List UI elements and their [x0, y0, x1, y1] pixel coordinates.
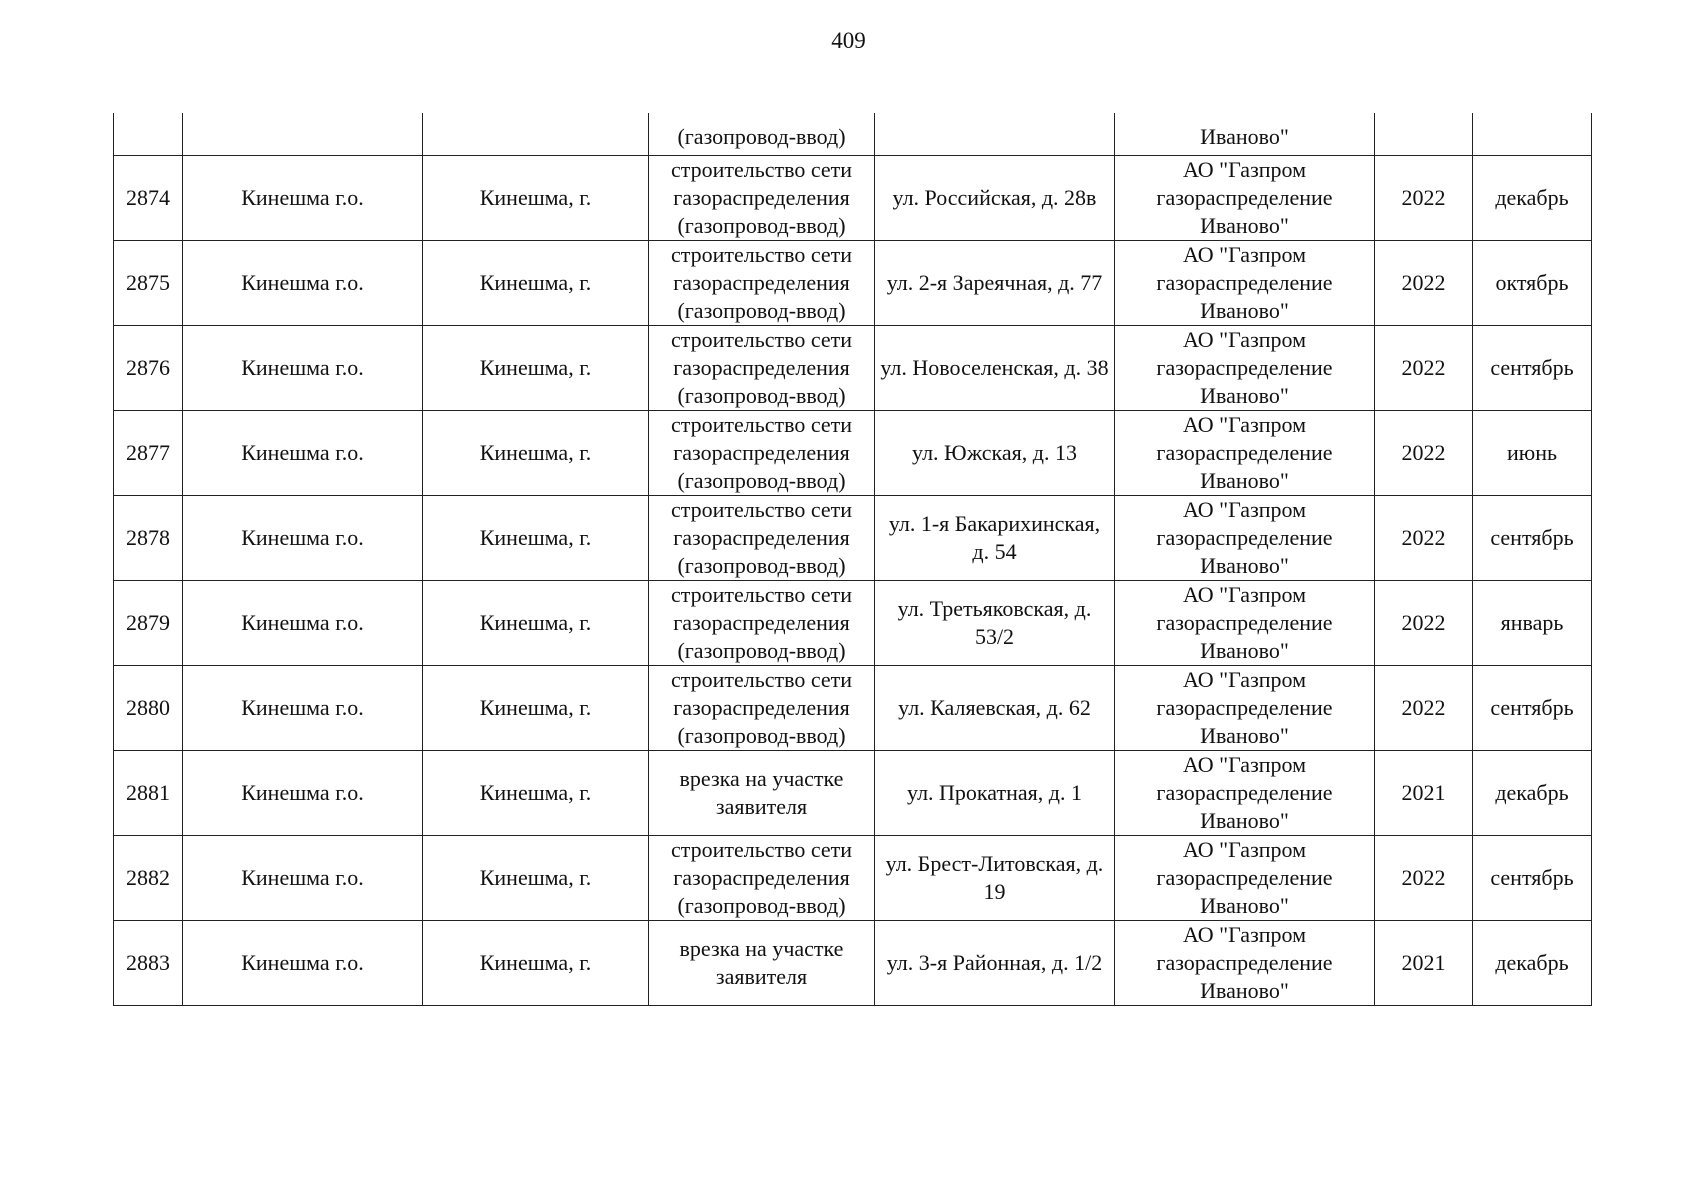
cell-district: [183, 113, 423, 156]
cell-num: 2876: [114, 326, 183, 411]
table-body: [114, 113, 1592, 1006]
cell-year: 2022: [1375, 836, 1473, 921]
cell-district: Кинешма г.о.: [183, 921, 423, 1006]
cell-month: декабрь: [1473, 156, 1592, 241]
cell-organization: АО "Газпром газораспределение Иваново": [1115, 666, 1375, 751]
table-row: [114, 836, 1592, 921]
cell-organization: АО "Газпром газораспределение Иваново": [1115, 921, 1375, 1006]
cell-month: [1473, 113, 1592, 156]
cell-year: 2022: [1375, 156, 1473, 241]
cell-organization: Иваново": [1115, 113, 1375, 156]
cell-settlement: Кинешма, г.: [423, 921, 649, 1006]
cell-district: Кинешма г.о.: [183, 581, 423, 666]
cell-work: (газопровод-ввод): [649, 113, 875, 156]
cell-work: врезка на участке заявителя: [649, 751, 875, 836]
cell-month: сентябрь: [1473, 496, 1592, 581]
cell-year: 2021: [1375, 751, 1473, 836]
cell-num: 2878: [114, 496, 183, 581]
cell-settlement: Кинешма, г.: [423, 836, 649, 921]
cell-settlement: [423, 113, 649, 156]
cell-work: строительство сети газораспределения (газопровод-ввод): [649, 496, 875, 581]
cell-work: строительство сети газораспределения (газопровод-ввод): [649, 241, 875, 326]
table-row: [114, 241, 1592, 326]
cell-work: строительство сети газораспределения (газопровод-ввод): [649, 836, 875, 921]
cell-num: 2874: [114, 156, 183, 241]
cell-organization: АО "Газпром газораспределение Иваново": [1115, 326, 1375, 411]
cell-settlement: Кинешма, г.: [423, 156, 649, 241]
cell-month: сентябрь: [1473, 326, 1592, 411]
cell-num: 2882: [114, 836, 183, 921]
cell-organization: АО "Газпром газораспределение Иваново": [1115, 581, 1375, 666]
cell-organization: АО "Газпром газораспределение Иваново": [1115, 156, 1375, 241]
cell-settlement: Кинешма, г.: [423, 751, 649, 836]
cell-work: строительство сети газораспределения (газопровод-ввод): [649, 411, 875, 496]
cell-month: сентябрь: [1473, 666, 1592, 751]
cell-month: июнь: [1473, 411, 1592, 496]
cell-settlement: Кинешма, г.: [423, 666, 649, 751]
cell-year: 2021: [1375, 921, 1473, 1006]
cell-district: Кинешма г.о.: [183, 156, 423, 241]
cell-month: декабрь: [1473, 751, 1592, 836]
cell-district: Кинешма г.о.: [183, 241, 423, 326]
table-row: [114, 326, 1592, 411]
cell-district: Кинешма г.о.: [183, 836, 423, 921]
cell-work: строительство сети газораспределения (газопровод-ввод): [649, 581, 875, 666]
table-row: [114, 921, 1592, 1006]
cell-settlement: Кинешма, г.: [423, 411, 649, 496]
page-number: 409: [831, 28, 866, 53]
table-row: [114, 496, 1592, 581]
cell-address: ул. Российская, д. 28в: [875, 156, 1115, 241]
cell-district: Кинешма г.о.: [183, 666, 423, 751]
cell-settlement: Кинешма, г.: [423, 581, 649, 666]
cell-address: ул. Третьяковская, д. 53/2: [875, 581, 1115, 666]
cell-year: 2022: [1375, 411, 1473, 496]
cell-work: строительство сети газораспределения (газопровод-ввод): [649, 326, 875, 411]
cell-year: 2022: [1375, 241, 1473, 326]
cell-address: ул. Прокатная, д. 1: [875, 751, 1115, 836]
cell-district: Кинешма г.о.: [183, 496, 423, 581]
cell-settlement: Кинешма, г.: [423, 496, 649, 581]
cell-year: 2022: [1375, 326, 1473, 411]
cell-work: врезка на участке заявителя: [649, 921, 875, 1006]
cell-num: 2875: [114, 241, 183, 326]
table-row: [114, 411, 1592, 496]
cell-address: ул. Южская, д. 13: [875, 411, 1115, 496]
cell-year: 2022: [1375, 666, 1473, 751]
cell-district: Кинешма г.о.: [183, 411, 423, 496]
cell-district: Кинешма г.о.: [183, 751, 423, 836]
table-row: [114, 751, 1592, 836]
continuation-row: [114, 113, 1592, 156]
cell-organization: АО "Газпром газораспределение Иваново": [1115, 241, 1375, 326]
cell-district: Кинешма г.о.: [183, 326, 423, 411]
cell-settlement: Кинешма, г.: [423, 326, 649, 411]
cell-organization: АО "Газпром газораспределение Иваново": [1115, 411, 1375, 496]
cell-num: 2877: [114, 411, 183, 496]
cell-month: сентябрь: [1473, 836, 1592, 921]
cell-work: строительство сети газораспределения (газопровод-ввод): [649, 666, 875, 751]
cell-address: ул. Новоселенская, д. 38: [875, 326, 1115, 411]
cell-year: 2022: [1375, 581, 1473, 666]
cell-address: [875, 113, 1115, 156]
cell-year: 2022: [1375, 496, 1473, 581]
cell-year: [1375, 113, 1473, 156]
cell-settlement: Кинешма, г.: [423, 241, 649, 326]
cell-address: ул. 1-я Бакарихинская, д. 54: [875, 496, 1115, 581]
cell-num: 2879: [114, 581, 183, 666]
cell-work: строительство сети газораспределения (газопровод-ввод): [649, 156, 875, 241]
cell-num: 2880: [114, 666, 183, 751]
cell-address: ул. Брест-Литовская, д. 19: [875, 836, 1115, 921]
cell-address: ул. 2-я Зареячная, д. 77: [875, 241, 1115, 326]
cell-address: ул. 3-я Районная, д. 1/2: [875, 921, 1115, 1006]
table-row: [114, 156, 1592, 241]
cell-organization: АО "Газпром газораспределение Иваново": [1115, 751, 1375, 836]
table-row: [114, 581, 1592, 666]
cell-address: ул. Каляевская, д. 62: [875, 666, 1115, 751]
gasification-table: [113, 113, 1592, 1006]
cell-month: январь: [1473, 581, 1592, 666]
cell-num: [114, 113, 183, 156]
cell-month: октябрь: [1473, 241, 1592, 326]
cell-organization: АО "Газпром газораспределение Иваново": [1115, 836, 1375, 921]
cell-num: 2881: [114, 751, 183, 836]
cell-num: 2883: [114, 921, 183, 1006]
cell-organization: АО "Газпром газораспределение Иваново": [1115, 496, 1375, 581]
cell-month: декабрь: [1473, 921, 1592, 1006]
table-row: [114, 666, 1592, 751]
